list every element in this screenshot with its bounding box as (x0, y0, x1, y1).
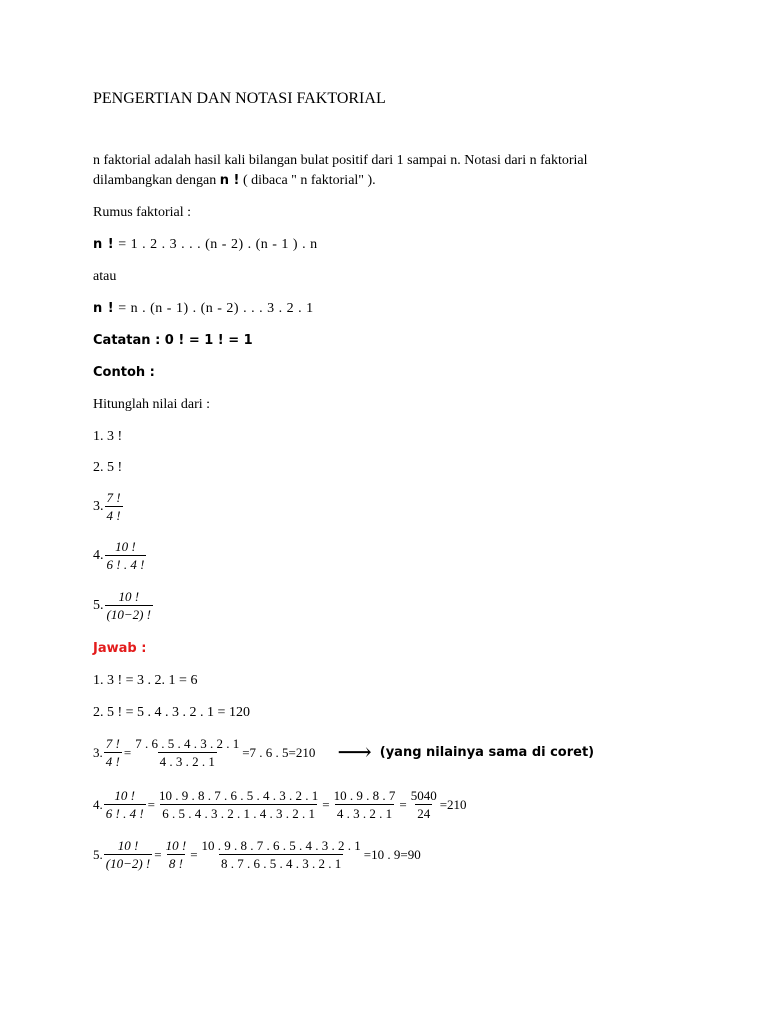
equals-sign: = (190, 846, 198, 862)
question-4-fraction (105, 539, 147, 572)
fraction-denominator: 6 ! . 4 ! (106, 557, 145, 572)
question-3-fraction (105, 490, 123, 523)
question-5-label: 5. (93, 597, 104, 613)
answer-3-result: =7 . 6 . 5=210 (242, 744, 316, 760)
question-4-label: 4. (93, 547, 104, 563)
right-arrow-icon: ⟶ (337, 739, 372, 766)
atau-text: atau (93, 269, 117, 284)
rumus-1-notation: n ! (93, 237, 115, 252)
answer-1: 1. 3 ! = 3 . 2. 1 = 6 (93, 673, 198, 688)
answer-5 (93, 838, 421, 871)
fraction-numerator: 10 ! (118, 589, 140, 604)
answer-5-fraction-1 (104, 838, 153, 871)
answer-4-label: 4. (93, 796, 103, 812)
answer-3-note: (yang nilainya sama di coret) (379, 745, 595, 760)
equals-sign: = (322, 796, 330, 812)
answer-2: 2. 5 ! = 5 . 4 . 3 . 2 . 1 = 120 (93, 705, 250, 720)
answer-3 (93, 736, 594, 769)
fraction-denominator: 8 . 7 . 6 . 5 . 4 . 3 . 2 . 1 (221, 856, 342, 871)
fraction-denominator: 4 ! (106, 508, 121, 523)
fraction-numerator: 10 ! (114, 788, 135, 803)
fraction-numerator: 10 . 9 . 8 . 7 . 6 . 5 . 4 . 3 . 2 . 1 (201, 838, 361, 853)
fraction-denominator: 4 . 3 . 2 . 1 (159, 754, 215, 769)
contoh-heading: Contoh : (93, 365, 155, 380)
hitunglah-text: Hitunglah nilai dari : (93, 397, 211, 412)
answer-5-fraction-2 (164, 838, 189, 871)
intro-line-1: n faktorial adalah hasil kali bilangan bulat positif dari 1 sampai n. Notasi dari n faktorial (93, 153, 588, 168)
question-5-fraction (105, 589, 154, 622)
question-2: 2. 5 ! (93, 460, 123, 475)
answer-5-label: 5. (93, 846, 103, 862)
fraction-denominator: (10−2) ! (105, 856, 151, 871)
intro-suffix: ( dibaca " n faktorial" ). (239, 173, 376, 188)
fraction-numerator: 10 . 9 . 8 . 7 . 6 . 5 . 4 . 3 . 2 . 1 (159, 788, 319, 803)
question-5 (93, 589, 154, 622)
fraction-denominator: 6 . 5 . 4 . 3 . 2 . 1 . 4 . 3 . 2 . 1 (162, 806, 316, 821)
answer-3-label: 3. (93, 744, 103, 760)
fraction-numerator: 10 ! (165, 838, 187, 853)
fraction-numerator: 7 ! (105, 736, 120, 751)
question-4 (93, 539, 147, 572)
page-title: PENGERTIAN DAN NOTASI FAKTORIAL (93, 90, 386, 107)
jawab-heading: Jawab : (93, 641, 147, 656)
fraction-denominator: 4 ! (105, 754, 120, 769)
fraction-denominator: 8 ! (168, 856, 183, 871)
answer-3-fraction-1 (104, 736, 122, 769)
fraction-numerator: 10 . 9 . 8 . 7 (333, 788, 396, 803)
answer-5-fraction-3 (200, 838, 363, 871)
question-1: 1. 3 ! (93, 429, 123, 444)
question-3-label: 3. (93, 498, 104, 514)
equals-sign: = (399, 796, 407, 812)
fraction-denominator: (10−2) ! (106, 607, 152, 622)
answer-3-fraction-2 (133, 736, 241, 769)
fraction-numerator: 5040 (410, 788, 437, 803)
answer-4-result: =210 (439, 796, 467, 812)
rumus-label: Rumus faktorial : (93, 205, 191, 220)
rumus-2-expression: = n . (n - 1) . (n - 2) . . . 3 . 2 . 1 (114, 301, 314, 316)
answer-5-result: =10 . 9=90 (363, 846, 421, 862)
rumus-1-expression: = 1 . 2 . 3 . . . (n - 2) . (n - 1 ) . n (114, 237, 318, 252)
fraction-denominator: 24 (417, 806, 431, 821)
equals-sign: = (123, 744, 132, 760)
intro-notation: n ! (219, 173, 240, 188)
fraction-denominator: 6 ! . 4 ! (105, 806, 144, 821)
answer-4-fraction-1 (104, 788, 146, 821)
rumus-2-notation: n ! (93, 301, 115, 316)
fraction-numerator: 10 ! (117, 838, 139, 853)
equals-sign: = (154, 846, 162, 862)
answer-4 (93, 788, 467, 821)
fraction-numerator: 7 . 6 . 5 . 4 . 3 . 2 . 1 (135, 736, 240, 751)
question-3 (93, 490, 124, 523)
rumus-2 (93, 301, 314, 317)
fraction-numerator: 10 ! (115, 539, 136, 554)
answer-4-fraction-4 (409, 788, 439, 821)
fraction-denominator: 4 . 3 . 2 . 1 (336, 806, 393, 821)
answer-4-fraction-3 (332, 788, 398, 821)
fraction-numerator: 7 ! (106, 490, 121, 505)
intro-prefix: dilambangkan dengan (93, 173, 220, 188)
answer-4-fraction-2 (157, 788, 320, 821)
catatan-text: Catatan : 0 ! = 1 ! = 1 (93, 333, 253, 348)
equals-sign: = (147, 796, 156, 812)
rumus-1 (93, 237, 318, 253)
intro-line-2 (93, 173, 376, 189)
